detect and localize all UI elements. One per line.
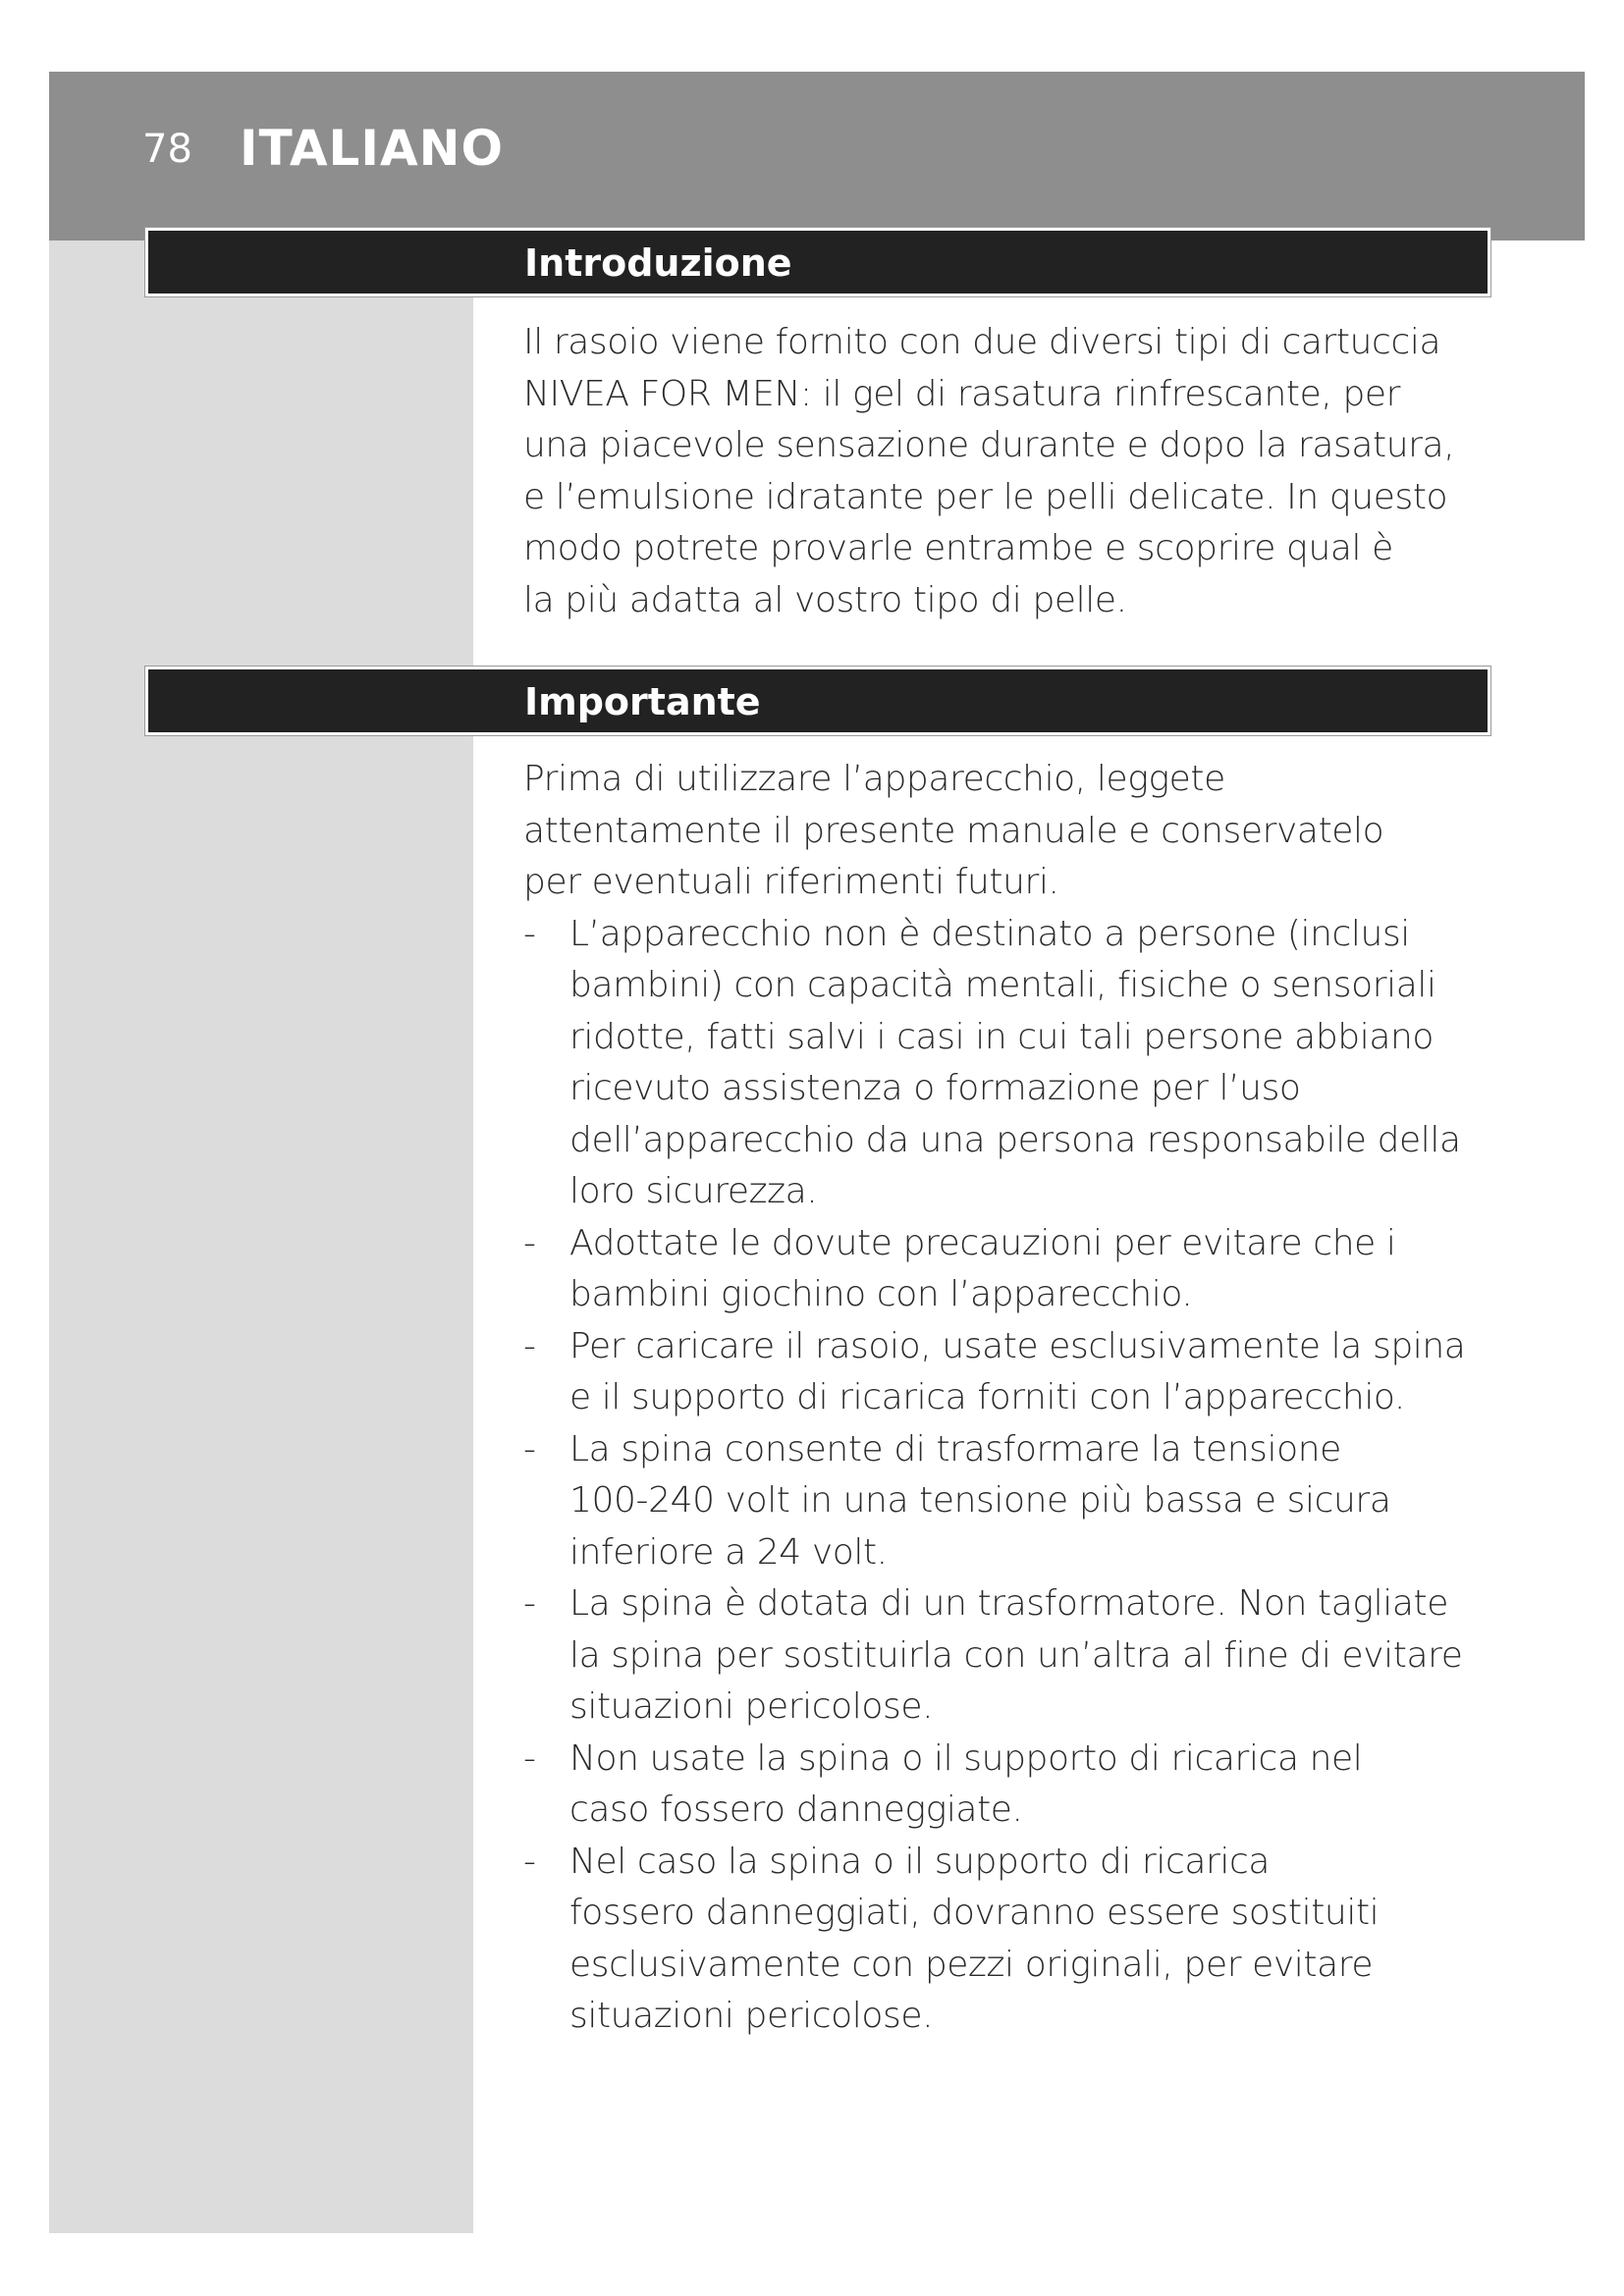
text-line: ridotte, fatti salvi i casi in cui tali persone abbiano [569,1016,1435,1057]
text-line: inferiore a 24 volt. [569,1531,888,1573]
section-heading-bar-importante [145,667,1490,735]
bullet-dash: - [523,913,536,954]
list-item [523,1218,1490,1321]
section-heading-bar-introduzione [145,228,1490,296]
text-line: per eventuali riferimenti futuri. [523,862,1059,902]
intro-paragraph [523,317,1490,626]
bullet-dash: - [523,1737,536,1779]
text-line: una piacevole sensazione durante e dopo la rasatura, [523,425,1455,465]
list-item [523,909,1490,1218]
language-title: ITALIANO [240,120,505,177]
text-line: fossero danneggiati, dovranno essere sostituiti [569,1893,1380,1933]
text-line: L’apparecchio non è destinato a persone (inclusi [569,913,1410,954]
text-line: Nel caso la spina o il supporto di ricarica [569,1841,1271,1882]
text-line: la spina per sostituirla con un’altra al fine di evitare [569,1634,1463,1676]
text-line: ricevuto assistenza o formazione per l’uso [569,1068,1301,1108]
text-line: NIVEA FOR MEN: il gel di rasatura rinfrescante, per [523,373,1401,414]
text-line: situazioni pericolose. [569,1996,934,2036]
text-line: situazioni pericolose. [569,1686,934,1727]
important-intro-paragraph [523,754,1490,909]
bullet-dash: - [523,1222,536,1263]
text-line: Adottate le dovute precauzioni per evitare che i [569,1222,1396,1263]
bullet-dash: - [523,1841,536,1882]
page-number: 78 [142,127,192,172]
text-line: caso fossero danneggiate. [569,1789,1023,1830]
list-item [523,1424,1490,1579]
text-line: modo potrete provarle entrambe e scoprire qual è [523,528,1393,568]
text-line: bambini) con capacità mentali, fisiche o sensoriali [569,965,1436,1005]
list-item [523,1837,1490,2043]
section-heading-importante: Importante [524,680,761,723]
text-line: La spina consente di trasformare la tensione [569,1428,1341,1469]
text-line: la più adatta al vostro tipo di pelle. [523,579,1127,620]
safety-warnings-list [523,909,1490,2043]
text-line: attentamente il presente manuale e conservatelo [523,810,1384,851]
section-heading-introduzione: Introduzione [524,241,792,285]
left-margin-column [49,240,473,2233]
text-line: Non usate la spina o il supporto di ricarica nel [569,1737,1363,1779]
bullet-dash: - [523,1325,536,1366]
text-line: 100-240 volt in una tensione più bassa e sicura [569,1480,1391,1521]
intro-text [523,317,1490,626]
list-item [523,1321,1490,1424]
text-line: La spina è dotata di un trasformatore. Non tagliate [569,1583,1448,1624]
text-line: dell’apparecchio da una persona responsabile della [569,1119,1461,1160]
bullet-dash: - [523,1428,536,1469]
text-line: Il rasoio viene fornito con due diversi tipi di cartuccia [523,322,1441,362]
important-content [523,754,1490,2043]
list-item [523,1734,1490,1837]
text-line: e il supporto di ricarica forniti con l’apparecchio. [569,1377,1405,1417]
bullet-dash: - [523,1583,536,1624]
text-line: Per caricare il rasoio, usate esclusivamente la spina [569,1325,1466,1366]
text-line: e l’emulsione idratante per le pelli delicate. In questo [523,476,1448,517]
list-item [523,1578,1490,1734]
text-line: bambini giochino con l’apparecchio. [569,1274,1193,1314]
text-line: Prima di utilizzare l’apparecchio, leggete [523,759,1225,799]
text-line: loro sicurezza. [569,1171,818,1211]
text-line: esclusivamente con pezzi originali, per evitare [569,1944,1374,1985]
